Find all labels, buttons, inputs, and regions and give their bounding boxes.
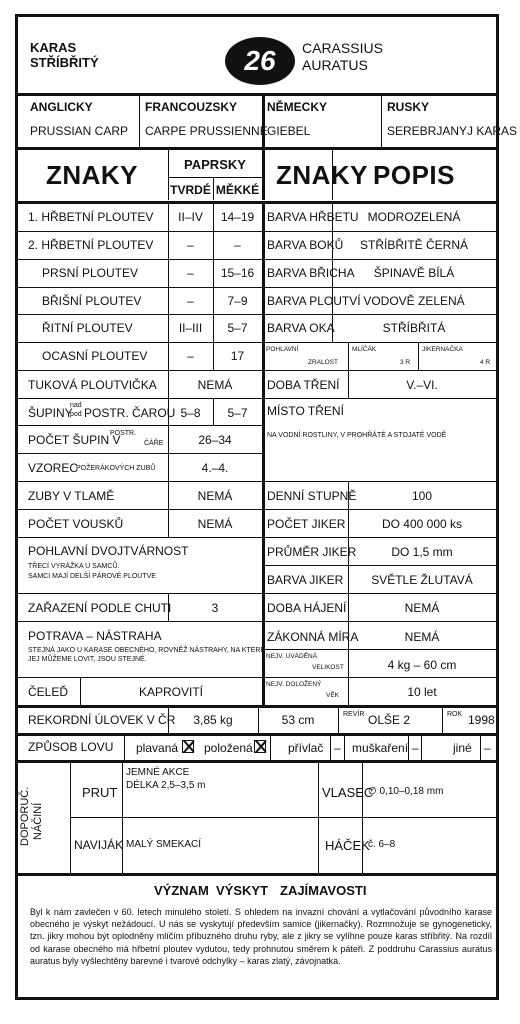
day-degrees-label: DENNÍ STUPNĚ [267,489,357,503]
czech-name-line2: STŘÍBŘITÝ [30,55,99,70]
latin-name-line2: AURATUS [302,57,368,73]
dimorphism-label: POHLAVNÍ DVOJTVÁRNOST [28,544,189,558]
line-value: ∅ 0,10–0,18 mm [368,786,444,797]
egg-diameter-value: DO 1,5 mm [391,545,453,559]
lang-value-french: CARPE PRUSSIENNE [145,124,268,138]
lateral-scales-label: POČET ŠUPIN V [28,433,121,447]
scales-below-value: 5–7 [227,406,248,420]
lang-label-russian: RUSKY [387,100,430,114]
adipose-fin-value: NEMÁ [197,378,233,392]
species-number-badge: 26 [225,37,295,85]
fin-label-caudal: OCASNÍ PLOUTEV [42,349,148,363]
fin-label-pelvic: BŘIŠNÍ PLOUTEV [42,294,142,308]
lateral-scales-sub: ČÁŘE [144,440,164,447]
fin-soft-caudal: 17 [230,349,245,363]
barbels-value: NEMÁ [197,517,233,531]
rod-label: PRUT [82,785,118,800]
fin-soft-pelvic: 7–9 [227,294,248,308]
reel-value: MALÝ SMEKACÍ [126,839,202,850]
legal-size-value: NEMÁ [404,630,440,644]
line-label: VLASEC [322,785,374,800]
heading-paprsky: PAPRSKY [184,157,246,172]
left-heading-znaky: ZNAKY [45,160,139,190]
right-heading-znaky: ZNAKY [275,160,369,190]
czech-name-line1: KARAS [30,40,77,55]
fin-hard-pectoral: – [187,266,194,280]
color-value-eye: STŘÍBŘITÁ [382,321,446,335]
dimorphism-line1: TŘECÍ VYRÁŽKA U SAMCŮ. [28,563,120,570]
closed-season-value: NEMÁ [404,601,440,615]
hook-value: č. 6–8 [368,839,396,850]
maturity-male-value: 3 R [400,359,411,366]
right-heading-popis: POPIS [373,160,455,190]
spawn-place-value: NA VODNÍ ROSTLINY, V PROHŘÁTÉ A STOJATÉ VODĚ [267,432,447,439]
barbels-label: POČET VOUSKŮ [28,517,124,531]
reel-label: NAVIJÁK [74,838,124,852]
egg-count-label: POČET JIKER [267,517,346,531]
fin-hard-pelvic: – [187,294,194,308]
rod-line1: JEMNÉ AKCE [126,767,190,778]
fin-soft-dorsal-2: – [234,238,241,252]
method-fly: muškaření [352,741,409,755]
scales-label-b: POSTR. ČAROU [84,406,176,420]
method-float-check-icon [182,740,194,753]
scales-label-a: ŠUPINY [28,406,73,420]
day-degrees-value: 100 [411,489,433,503]
record-length: 53 cm [281,713,315,727]
lang-value-german: GIEBEL [267,124,311,138]
lateral-scales-sup: POSTR. [110,430,137,437]
max-age-label-1: NEJV. DOLOŽENÝ [266,681,322,688]
record-water-label: REVÍR [343,711,365,718]
egg-count-value: DO 400 000 ks [381,517,463,531]
fin-soft-anal: 5–7 [227,321,248,335]
method-other-dash: – [484,741,491,755]
color-value-sides: STŘÍBŘITĚ ČERNÁ [359,238,468,252]
lateral-scales-value: 26–34 [198,433,232,447]
color-value-fins: VODOVĚ ZELENÁ [363,294,465,308]
taste-class-value: 3 [211,601,219,615]
mouth-teeth-label: ZUBY V TLAMĚ [28,489,115,503]
family-label: ČELEĎ [28,685,69,699]
method-ledger-check-icon [254,740,266,753]
legal-size-label: ZÁKONNÁ MÍRA [267,630,359,644]
fin-label-dorsal-2: 2. HŘBETNÍ PLOUTEV [28,238,154,252]
fin-soft-dorsal-1: 14–19 [220,210,255,224]
record-year-value: 1998 [468,713,495,727]
food-bait-line2: JEJ MŮŽEME LOVIT, JSOU STEJNÉ. [28,656,147,663]
color-label-belly: BARVA BŘICHA [267,266,355,280]
fin-hard-anal: II–III [178,321,203,335]
dimorphism-line2: SAMCI MAJÍ DELŠÍ PÁROVÉ PLOUTVE [28,573,156,580]
spawn-time-label: DOBA TŘENÍ [267,378,340,392]
method-ledger: položená [204,741,253,755]
maturity-label-1: POHLAVNÍ [266,346,299,353]
max-age-value: 10 let [407,685,437,699]
footer-heading-3: ZAJÍMAVOSTI [280,883,367,898]
closed-season-label: DOBA HÁJENÍ [267,601,347,615]
fin-label-anal: ŘITNÍ PLOUTEV [42,321,133,335]
footer-paragraph: Byl k nám zavlečen v 60. letech minulého století. S ohledem na invazní chování a vytlačování původního karase obecného je výskyt nežádoucí. U nás se vyskytují především samice (jikernačky). Rozmnožuje se gynogeneticky, tzn. jikry mohou být oplodněny mlíčím příbuzného druhu ryby, ale z jikry se vylíhne pouze karas stříbřitý. Na rozdíl od karase obecného má hřbetní ploutev vydutou, tedy prohnutou směrem k páteři. Z poddruhu Carassius auratus auratus byly vyšlechtěny barevné i tvarové odchylky – karas zlatý, závojnatka. [30,907,492,966]
food-bait-line1: STEJNÁ JAKO U KARASE OBECNÉHO, ROVNĚŽ NÁSTRAHY, NA KTERÉ [28,647,266,654]
color-label-eye: BARVA OKA [267,321,335,335]
max-size-value: 4 kg – 60 cm [387,658,457,672]
color-label-sides: BARVA BOKŮ [267,238,344,252]
maturity-male-label: MLÍČÁK [352,346,377,353]
color-label-fins: BARVA PLOUTVÍ [267,294,361,308]
egg-color-value: SVĚTLE ŽLUTAVÁ [371,573,473,587]
family-value: KAPROVITÍ [138,685,203,699]
spawn-place-label: MÍSTO TŘENÍ [267,404,344,418]
heading-mekke: MĚKKÉ [215,183,260,197]
method-label: ZPŮSOB LOVU [28,740,114,754]
latin-name-line1: CARASSIUS [302,40,383,56]
lang-value-russian: SEREBRJANYJ KARAS [387,124,518,138]
scales-nad: nad [70,402,82,409]
fin-soft-pectoral: 15–16 [220,266,255,280]
method-float: plavaná [136,741,179,755]
fin-hard-dorsal-1: II–IV [178,210,203,224]
maturity-female-label: JIKERNAČKA [422,346,463,353]
lang-label-german: NĚMECKY [267,100,328,114]
lang-label-french: FRANCOUZSKY [145,100,237,114]
record-year-label: ROK [447,711,463,718]
footer-heading-1: VÝZNAM [154,883,209,898]
maturity-label-2: ZRALOST [308,359,338,366]
fin-hard-dorsal-2: – [187,238,194,252]
method-fly-dash: – [412,741,419,755]
color-label-back: BARVA HŘBETU [267,210,359,224]
taste-class-label: ZAŘAZENÍ PODLE CHUTI [28,601,172,615]
lang-value-english: PRUSSIAN CARP [30,124,129,138]
rod-line2: DÉLKA 2,5–3,5 m [126,780,206,791]
egg-diameter-label: PRŮMĚR JIKER [267,545,357,559]
teeth-formula-small: POŽERÁKOVÝCH ZUBŮ [76,465,156,472]
fin-label-dorsal-1: 1. HŘBETNÍ PLOUTEV [28,210,154,224]
lang-label-english: ANGLICKY [30,100,93,114]
color-value-belly: ŠPINAVĚ BÍLÁ [373,266,455,280]
max-size-label-2: VELIKOST [312,664,344,671]
food-bait-label: POTRAVA – NÁSTRAHA [28,629,162,643]
fin-hard-caudal: – [187,349,194,363]
fin-label-pectoral: PRSNÍ PLOUTEV [42,266,139,280]
scales-pod: pod [70,411,82,418]
mouth-teeth-value: NEMÁ [197,489,233,503]
method-other: jiné [453,741,472,755]
method-spin-dash: – [334,741,341,755]
gear-vertical-2: NÁČINÍ [32,802,44,840]
color-value-back: MODROZELENÁ [367,210,461,224]
hook-label: HÁČEK [325,838,370,853]
record-weight: 3,85 kg [193,713,233,727]
max-size-label-1: NEJV. UVÁDĚNÁ [266,653,318,660]
record-label: REKORDNÍ ÚLOVEK V ČR [28,713,176,727]
spawn-time-value: V.–VI. [406,378,438,392]
record-water-value: OLŠE 2 [368,713,411,727]
footer-heading-2: VÝSKYT [216,883,269,898]
gear-vertical-1: DOPORUČ. [19,786,31,846]
method-spin: přívlač [288,741,324,755]
teeth-formula-value: 4.–4. [201,461,229,475]
egg-color-label: BARVA JIKER [267,573,344,587]
scales-above-value: 5–8 [180,406,201,420]
heading-tvrde: TVRDÉ [170,183,211,197]
teeth-formula-label: VZOREC [28,461,79,475]
adipose-fin-label: TUKOVÁ PLOUTVIČKA [28,378,157,392]
maturity-female-value: 4 R [480,359,491,366]
max-age-label-2: VĚK [326,692,340,699]
